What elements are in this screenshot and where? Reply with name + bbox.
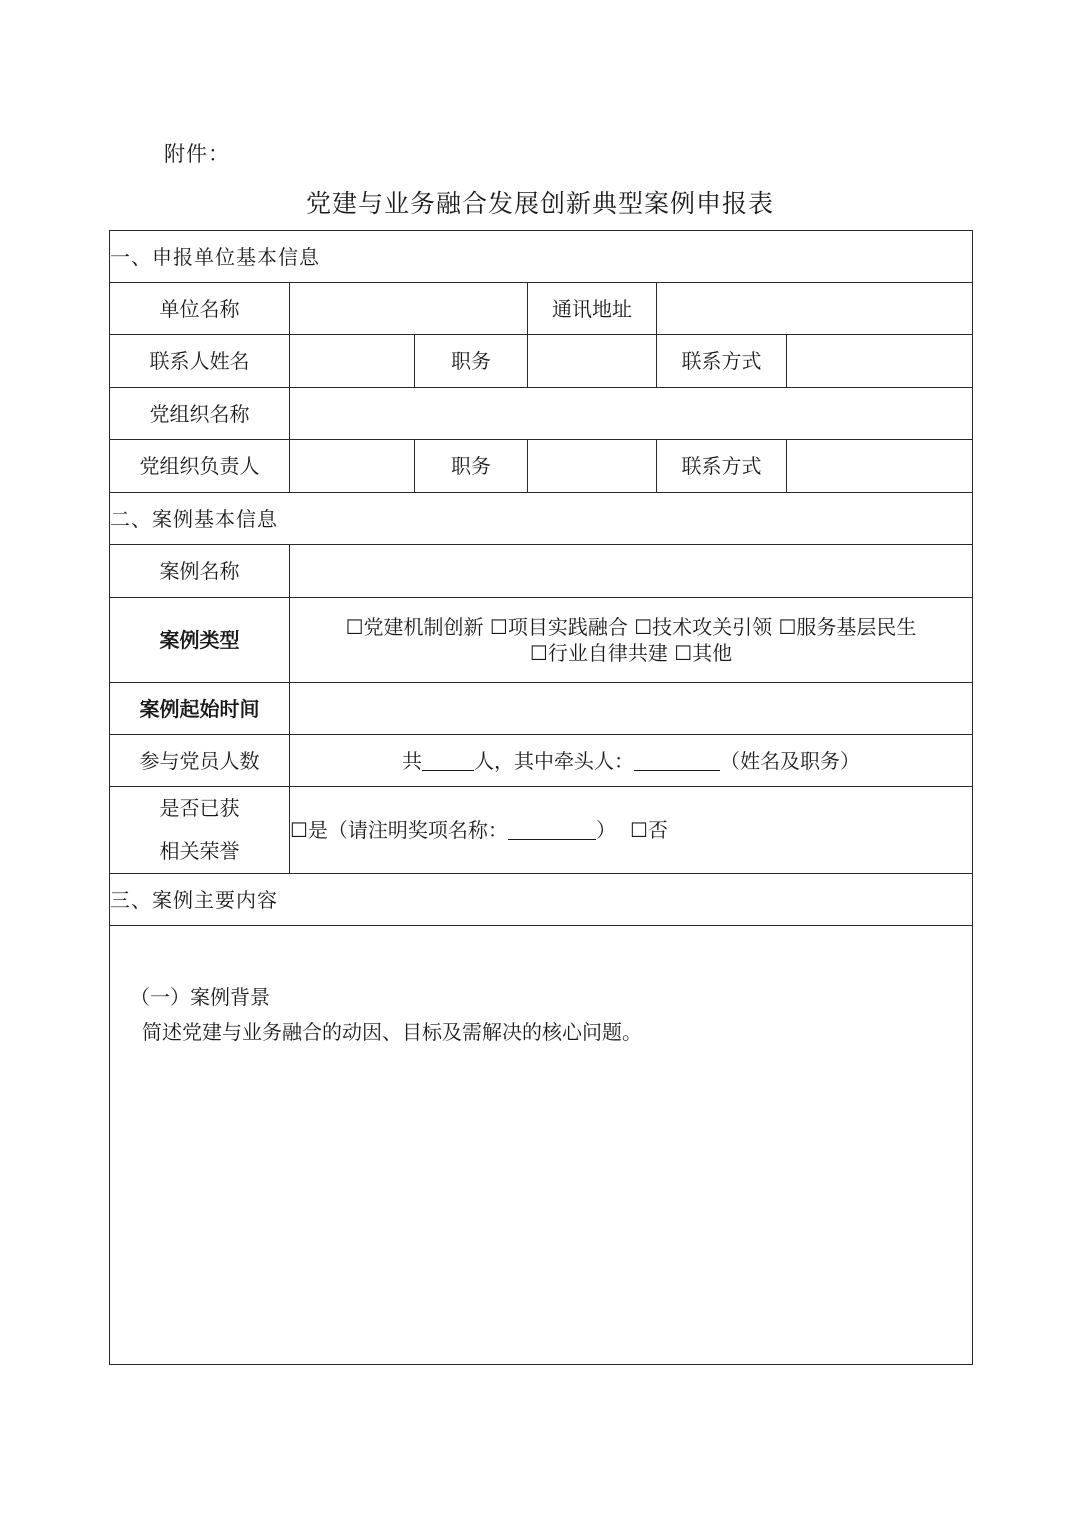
start-time-row bbox=[110, 683, 973, 735]
case-type-options-line2[interactable]: ☐行业自律共建 ☐其他 bbox=[529, 641, 733, 665]
members-field bbox=[290, 735, 973, 787]
leader-position-field[interactable] bbox=[528, 440, 657, 493]
section3-heading-row bbox=[110, 874, 973, 926]
party-leader-field[interactable] bbox=[290, 440, 415, 493]
leader-contact-method-field[interactable] bbox=[787, 440, 973, 493]
members-label: 参与党员人数 bbox=[110, 735, 290, 787]
position-label: 职务 bbox=[415, 335, 528, 388]
case-type-row bbox=[110, 598, 973, 683]
position-field[interactable] bbox=[528, 335, 657, 388]
honor-row bbox=[110, 787, 973, 874]
leader-position-label: 职务 bbox=[415, 440, 528, 493]
start-time-field[interactable] bbox=[290, 683, 973, 735]
section2-heading: 二、案例基本信息 bbox=[110, 493, 973, 545]
section2-heading-row bbox=[110, 493, 973, 545]
honor-yes-option[interactable]: ☐是（请注明奖项名称： bbox=[290, 818, 508, 842]
members-suffix: （姓名及职务） bbox=[720, 748, 861, 773]
case-name-row bbox=[110, 545, 973, 598]
members-mid: 人，其中牵头人： bbox=[474, 748, 635, 773]
address-label: 通讯地址 bbox=[528, 283, 657, 335]
page-title: 党建与业务融合发展创新典型案例申报表 bbox=[305, 189, 774, 218]
content-row bbox=[110, 926, 973, 1365]
attachment-label: 附件： bbox=[164, 142, 230, 166]
unit-row bbox=[110, 283, 973, 335]
application-form-table bbox=[109, 230, 973, 1365]
leader-contact-method-label: 联系方式 bbox=[657, 440, 787, 493]
contact-row bbox=[110, 335, 973, 388]
case-name-field[interactable] bbox=[290, 545, 973, 598]
party-leader-row bbox=[110, 440, 973, 493]
honor-label-line1: 是否已获 bbox=[159, 796, 240, 820]
honor-label-line2: 相关荣誉 bbox=[159, 839, 240, 863]
case-content-area[interactable] bbox=[110, 926, 973, 1365]
honor-no-option[interactable]: ☐否 bbox=[629, 818, 668, 842]
contact-name-field[interactable] bbox=[290, 335, 415, 388]
leader-name-blank[interactable] bbox=[634, 750, 720, 771]
members-row bbox=[110, 735, 973, 787]
section3-heading: 三、案例主要内容 bbox=[110, 874, 973, 926]
contact-method-field[interactable] bbox=[787, 335, 973, 388]
case-type-options-line1[interactable]: ☐党建机制创新 ☐项目实践融合 ☐技术攻关引领 ☐服务基层民生 bbox=[345, 615, 917, 639]
section1-heading: 一、申报单位基本信息 bbox=[110, 231, 973, 283]
honor-label bbox=[110, 787, 290, 874]
party-org-row bbox=[110, 388, 973, 440]
contact-name-label: 联系人姓名 bbox=[110, 335, 290, 388]
party-org-name-label: 党组织名称 bbox=[110, 388, 290, 440]
unit-name-label: 单位名称 bbox=[110, 283, 290, 335]
contact-method-label: 联系方式 bbox=[657, 335, 787, 388]
section1-heading-row bbox=[110, 231, 973, 283]
case-background-heading: （一）案例背景 bbox=[130, 985, 270, 1009]
members-count-blank[interactable] bbox=[422, 750, 474, 771]
case-type-options bbox=[290, 598, 973, 683]
award-name-blank[interactable] bbox=[508, 819, 596, 840]
case-type-label: 案例类型 bbox=[110, 598, 290, 683]
honor-close: ） bbox=[595, 818, 616, 842]
party-leader-label: 党组织负责人 bbox=[110, 440, 290, 493]
party-org-name-field[interactable] bbox=[290, 388, 973, 440]
start-time-label: 案例起始时间 bbox=[110, 683, 290, 735]
unit-name-field[interactable] bbox=[290, 283, 528, 335]
case-background-description: 简述党建与业务融合的动因、目标及需解决的核心问题。 bbox=[142, 1020, 642, 1044]
case-name-label: 案例名称 bbox=[110, 545, 290, 598]
address-field[interactable] bbox=[657, 283, 973, 335]
members-prefix: 共 bbox=[402, 748, 423, 773]
honor-field bbox=[290, 787, 973, 874]
